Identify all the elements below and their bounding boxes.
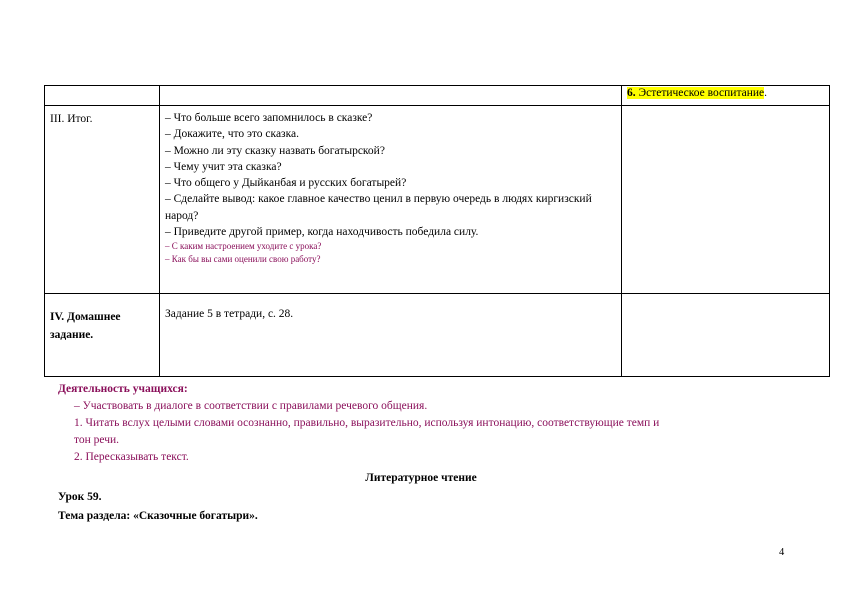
stage-cell bbox=[45, 294, 160, 377]
stage-title: IV. Домашнее задание. bbox=[50, 311, 121, 341]
question-item: – Докажите, что это сказка. bbox=[165, 128, 299, 141]
homework-text: Задание 5 в тетради, с. 28. bbox=[165, 308, 294, 320]
table-cell bbox=[160, 86, 622, 106]
punctuation: . bbox=[764, 87, 768, 99]
table-cell bbox=[622, 294, 830, 377]
subject-title: Литературное чтение bbox=[365, 472, 477, 484]
table-cell bbox=[45, 86, 160, 106]
lesson-number: Урок 59. bbox=[58, 491, 102, 503]
table-row bbox=[45, 106, 830, 294]
question-item: – Сделайте вывод: какое главное качество ценил в первую очередь в людях киргизский народ? bbox=[165, 193, 592, 222]
homework-cell bbox=[160, 294, 622, 377]
question-item: – Что общего у Дыйканбая и русских богатырей? bbox=[165, 177, 407, 190]
questions-cell bbox=[160, 106, 622, 294]
highlighted-text bbox=[627, 87, 764, 99]
activity-item: 2. Пересказывать текст. bbox=[74, 451, 189, 463]
student-activity bbox=[58, 381, 798, 466]
table-row bbox=[45, 86, 830, 106]
question-item: – Приведите другой пример, когда находчивость победила силу. bbox=[165, 226, 479, 239]
question-item: – Чему учит эта сказка? bbox=[165, 160, 282, 173]
lesson-table bbox=[44, 85, 830, 377]
question-item: – Можно ли эту сказку назвать богатырской? bbox=[165, 144, 385, 157]
item-number: 6. bbox=[627, 87, 636, 99]
table-cell bbox=[622, 86, 830, 106]
stage-cell bbox=[45, 106, 160, 294]
activity-heading: Деятельность учащихся: bbox=[58, 383, 188, 395]
table-cell bbox=[622, 106, 830, 294]
page-number: 4 bbox=[779, 547, 785, 558]
education-goal: Эстетическое воспитание bbox=[638, 87, 765, 99]
activity-item: – Участвовать в диалоге в соответствии с правилами речевого общения. bbox=[74, 400, 428, 412]
section-topic: Тема раздела: «Сказочные богатыри». bbox=[58, 510, 258, 522]
activity-item: тон речи. bbox=[74, 434, 120, 446]
table-row bbox=[45, 294, 830, 377]
activity-item: 1. Читать вслух целыми словами осознанно, правильно, выразительно, используя интонацию, соответствующие темп и bbox=[74, 417, 660, 429]
stage-title: III. Итог. bbox=[50, 113, 93, 125]
question-item: – Что больше всего запомнилось в сказке? bbox=[165, 112, 373, 124]
reflection-question: – Как бы вы сами оценили свою работу? bbox=[165, 254, 321, 265]
reflection-question: – С каким настроением уходите с урока? bbox=[165, 241, 322, 252]
